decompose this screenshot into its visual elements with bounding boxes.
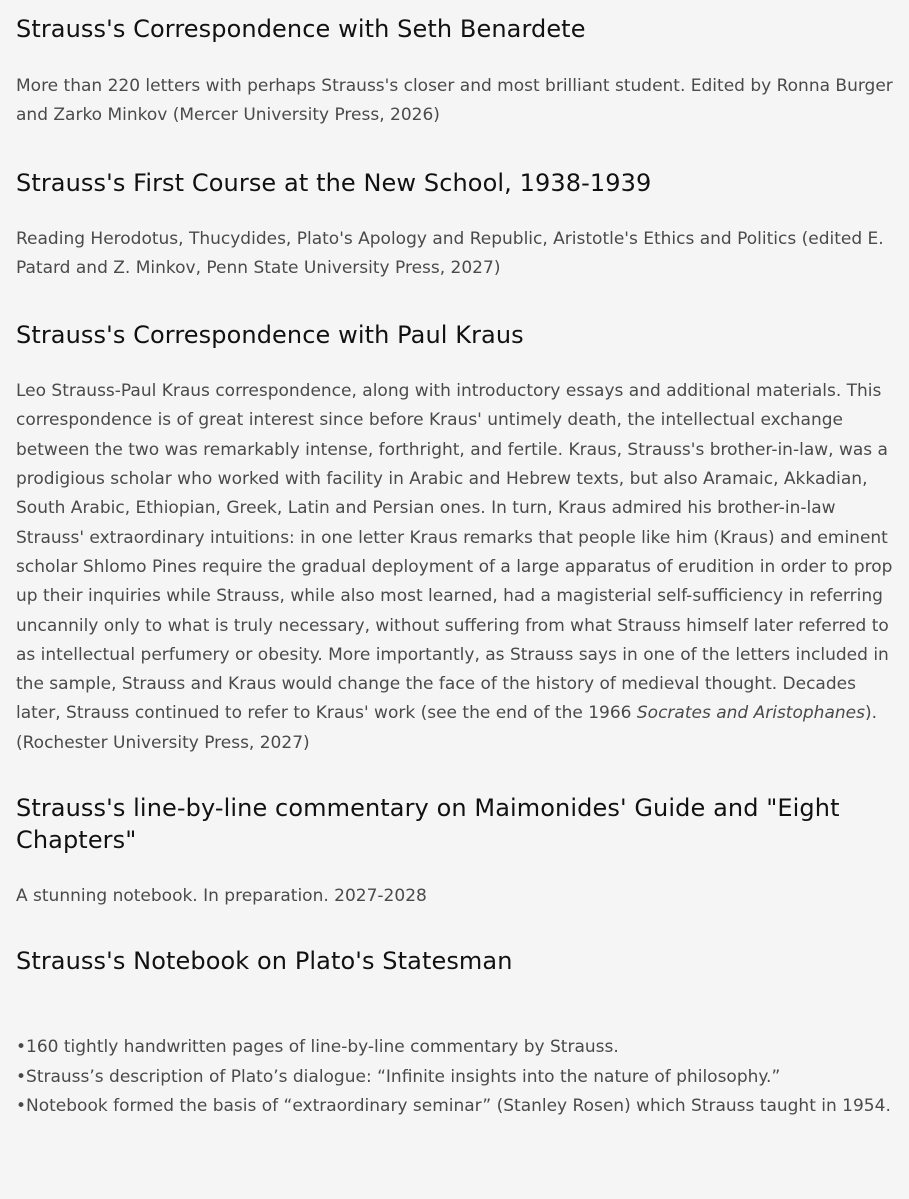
section-description: Reading Herodotus, Thucydides, Plato's Apology and Republic, Aristotle's Ethics and Politics (edited E. Patard and Z. Minkov, Penn State University Press, 2027) [16,228,884,278]
section-benardete-correspondence [16,13,893,131]
section-title: Strauss's Correspondence with Paul Kraus [16,321,524,350]
list-item: •160 tightly handwritten pages of line-by-line commentary by Strauss. [16,1037,619,1058]
book-title-italic: Socrates and Aristophanes [636,703,865,724]
list-item: •Notebook formed the basis of “extraordinary seminar” (Stanley Rosen) which Strauss taught in 1954. [16,1095,891,1116]
bullet-list [16,1033,893,1121]
description-text-end: ). (Rochester University Press, 2027) [16,703,877,753]
list-item: •Strauss’s description of Plato’s dialogue: “Infinite insights into the nature of philosophy.” [16,1066,781,1087]
section-title: Strauss's line-by-line commentary on Maimonides' Guide and "Eight Chapters" [16,794,840,855]
section-new-school-course [16,167,893,284]
description-text: Leo Strauss-Paul Kraus correspondence, along with introductory essays and additional materials. This correspondence is of great interest since before Kraus' untimely death, the intellectual exchange between the two was remarkably intense, forthright, and fertile. Kraus, Strauss's brother-in-law, was a prodigious scholar who worked with facility in Arabic and Hebrew texts, but also Aramaic, Akkadian, South Arabic, Ethiopian, Greek, Latin and Persian ones. In turn, Kraus admired his brother-in-law Strauss' extraordinary intuitions: in one letter Kraus remarks that people like him (Kraus) and eminent scholar Shlomo Pines require the gradual deployment of a large apparatus of erudition in order to prop up their inquiries while Strauss, while also most learned, had a magisterial self-sufficiency in referring uncannily only to what is truly necessary, without suffering from what Strauss himself later referred to as intellectual perfumery or obesity. More importantly, as Strauss says in one of the letters included in the sample, Strauss and Kraus would change the face of the history of medieval thought. Decades later, Strauss continued to refer to Kraus' work (see the end of the 1966 [16,381,893,724]
section-description [16,377,893,758]
section-title: Strauss's Notebook on Plato's Statesman [16,947,513,976]
section-statesman-notebook [16,945,893,1121]
section-kraus-correspondence [16,319,893,758]
section-title: Strauss's Correspondence with Seth Benardete [16,15,586,43]
section-title: Strauss's First Course at the New School, 1938-1939 [16,168,652,197]
section-maimonides-commentary [16,792,893,911]
section-description: A stunning notebook. In preparation. 2027-2028 [16,886,427,907]
section-description: More than 220 letters with perhaps Strauss's closer and most brilliant student. Edited by Ronna Burger and Zarko Minkov (Mercer University Press, 2026) [16,76,893,126]
